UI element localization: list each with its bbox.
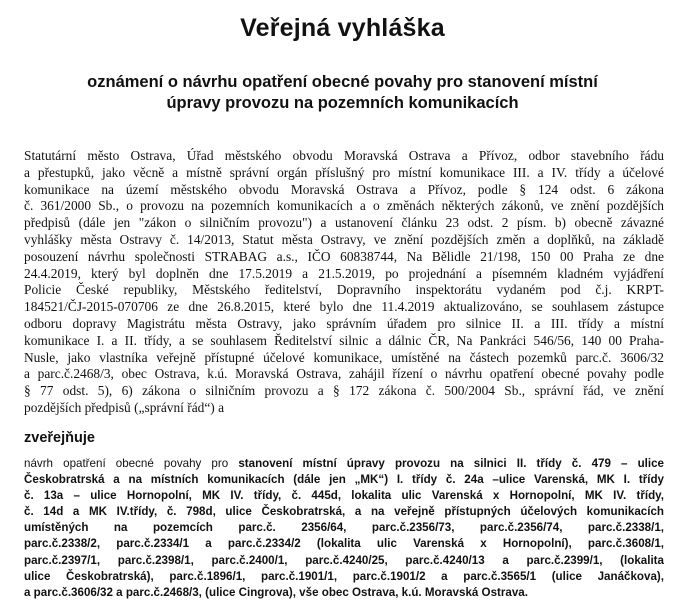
body-paragraph	[24, 148, 664, 417]
notice-bold-text: parc.č.2338/2, parc.č.2334/1 a parc.č.2334/2 (lokalita ulic Varenská x Hornopolní), parc.č.3608/1,	[24, 537, 664, 551]
body-line: Policie České republiky, Městského ředitelství, Dopravního inspektorátu vydaném pod č.j. KRPT-	[24, 282, 664, 298]
notice-line	[24, 456, 664, 472]
body-line: odboru dopravy Magistrátu města Ostravy, jako správním úřadem pro silnice II. a III. třídy a místní	[24, 315, 664, 331]
notice-line	[24, 585, 664, 601]
body-line: komunikace I. a II. třídy, a se souhlasem Ředitelství silnic a dálnic ČR, Na Pankráci 546/56, 140 00 Praha-	[24, 332, 664, 348]
body-line: § 77 odst. 5), 6) zákona o silničním provozu a § 172 zákona č. 500/2004 Sb., správní řád, ve znění	[24, 383, 664, 399]
body-line: předpisů (dále jen "zákon o silničním provozu") a ustanovení článku 23 odst. 2 písm. b) obecně závazné	[24, 215, 664, 231]
body-line: posouzení návrhu společnosti STRABAG a.s., IČO 60838744, Na Bělidle 21/198, 150 00 Praha ze dne	[24, 248, 664, 264]
notice-line	[24, 569, 664, 585]
notice-bold-text: umístěných na pozemcích parc.č. 2356/64, parc.č.2356/73, parc.č.2356/74, parc.č.2338/1,	[24, 521, 664, 535]
body-line: pozdějších předpisů („správní řád“) a	[24, 399, 225, 415]
section-heading: zveřejňuje	[24, 430, 95, 446]
notice-text: návrh opatření obecné povahy pro	[24, 457, 239, 470]
notice-bold-text: č. 13a – ulice Hornopolní, MK IV. třídy, č. 445d, lokalita ulic Varenská x Hornopolní, MK IV. třídy,	[24, 489, 664, 503]
notice-paragraph	[24, 456, 664, 601]
body-line: 24.4.2019, který byl doplněn dne 17.5.2019 a 21.5.2019, po projednání a písemném kladném vyjádření	[24, 265, 664, 281]
document-title: Veřejná vyhláška	[240, 14, 445, 42]
body-line: Nusle, jako vlastníka veřejně přístupné účelové komunikace, umístěné na částech pozemků parc.č. 3606/32	[24, 349, 664, 365]
notice-line	[24, 488, 664, 504]
body-line: vyhlášky města Ostravy č. 14/2013, Statut města Ostravy, ve znění pozdějších změn a doplňků, na základě	[24, 231, 664, 247]
notice-line	[24, 553, 664, 569]
body-line: Statutární město Ostrava, Úřad městského obvodu Moravská Ostrava a Přívoz, odbor stavebního řádu	[24, 148, 664, 163]
document-subtitle	[0, 72, 685, 114]
notice-line	[24, 472, 664, 488]
notice-line	[24, 504, 664, 520]
notice-bold-text: ulice Českobratrská), parc.č.1896/1, parc.č.1901/1, parc.č.1901/2 a parc.č.3565/1 (ulice Janáčkova),	[24, 569, 664, 583]
subtitle-line: úpravy provozu na pozemních komunikacích	[166, 94, 519, 112]
subtitle-line: oznámení o návrhu opatření obecné povahy pro stanovení místní	[87, 73, 598, 91]
body-line: a parc.č.2468/3, obec Ostrava, k.ú. Moravská Ostrava, zahájil řízení o návrhu opatření obecné povahy podle	[24, 366, 664, 382]
notice-bold-text: Českobratrská a na místních komunikacích (dále jen „MK“) I. třídy č. 24a –ulice Varenská, MK I. třídy	[24, 473, 664, 487]
notice-bold-text: a parc.č.3606/32 a parc.č.2468/3, (ulice Cingrova), vše obec Ostrava, k.ú. Moravská Ostrava.	[24, 585, 528, 599]
notice-bold-text: parc.č.2397/1, parc.č.2398/1, parc.č.2400/1, parc.č.4240/25, parc.č.4240/13 a parc.č.2399/1, (lokalita	[24, 553, 664, 567]
body-line: 184521/ČJ-2015-070706 ze dne 26.8.2015, které bylo dne 11.4.2019 aktualizováno, se souhlasem zástupce	[24, 299, 664, 315]
notice-line	[24, 536, 664, 552]
notice-line	[24, 520, 664, 536]
notice-bold-text: č. 14d a MK IV.třídy, č. 798d, ulice Českobratrská, a na veřejně přístupných účelových komunikacích	[24, 505, 664, 519]
notice-bold-text: stanovení místní úpravy provozu na silnici II. třídy č. 479 – ulice	[238, 457, 665, 470]
body-line: komunikace na území městského obvodu Moravská Ostrava a Přívoz, podle § 124 odst. 6 zákona	[24, 181, 664, 197]
body-line: č. 361/2000 Sb., o provozu na pozemních komunikacích a o změnách některých zákonů, ve znění pozdějších	[24, 198, 664, 214]
body-line: a přestupků, jako věcně a místně správní orgán příslušný pro místní komunikace III. a IV. třídy a účelové	[24, 164, 664, 180]
